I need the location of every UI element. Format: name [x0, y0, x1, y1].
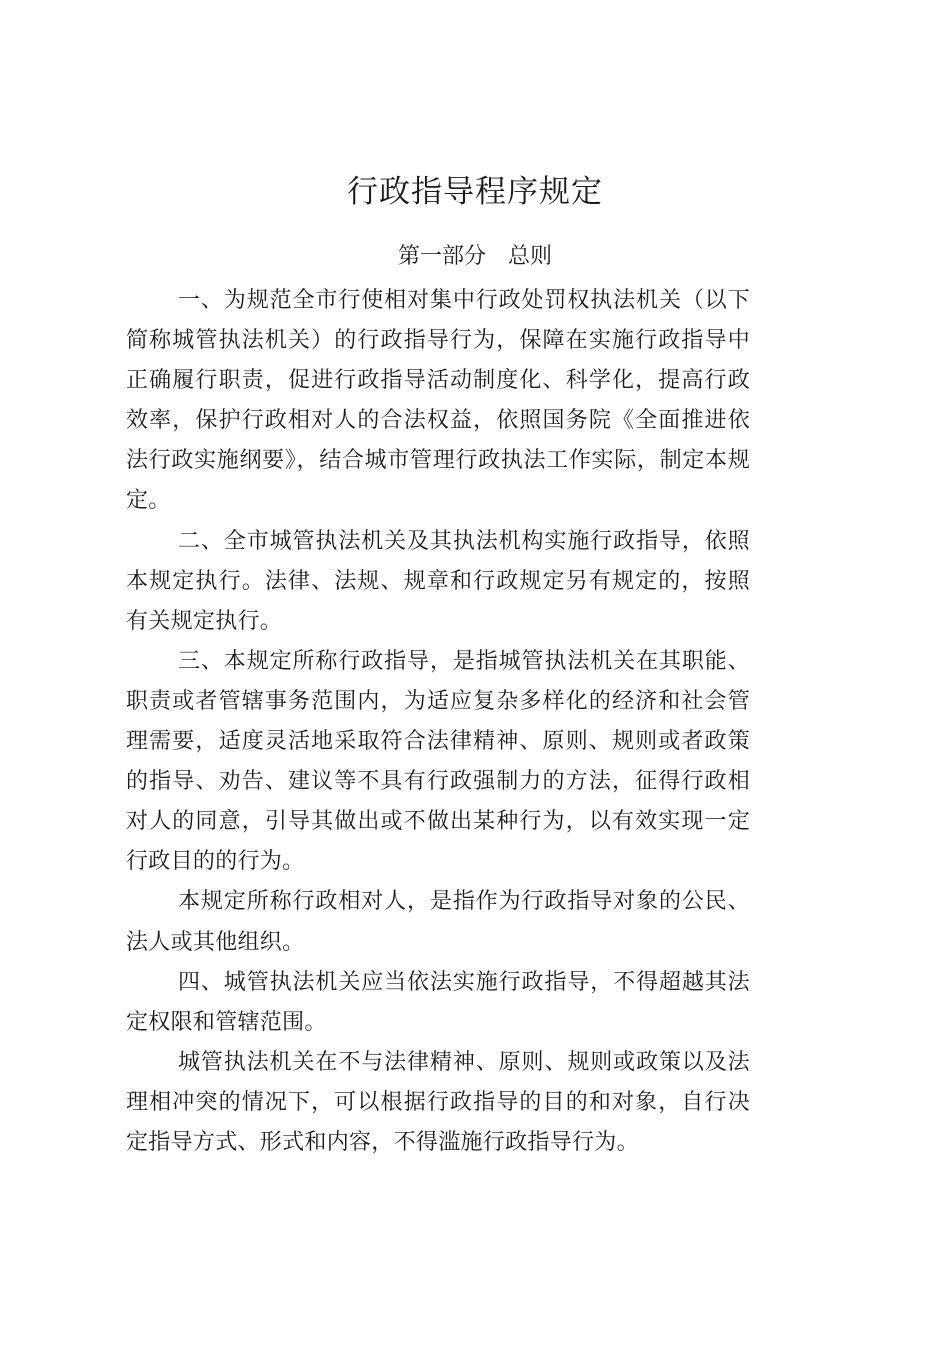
paragraph-3: 三、本规定所称行政指导，是指城管执法机关在其职能、职责或者管辖事务范围内，为适应复杂多样化的经济和社会管理需要，适度灵活地采取符合法律精神、原则、规则或者政策的指导、劝告、建议等不具有行政强制力的方法，征得行政相对人的同意，引导其做出或不做出某种行为，以有效实现一定行政目的的行为。	[126, 648, 750, 875]
paragraph-6: 城管执法机关在不与法律精神、原则、规则或政策以及法理相冲突的情况下，可以根据行政指导的目的和对象，自行决定指导方式、形式和内容，不得滥施行政指导行为。	[126, 1049, 750, 1155]
document-body	[126, 281, 750, 1163]
paragraph-5: 四、城管执法机关应当依法实施行政指导，不得超越其法定权限和管辖范围。	[126, 969, 750, 1035]
section-part: 第一部分	[397, 244, 486, 269]
paragraph-2: 二、全市城管执法机关及其执法机构实施行政指导，依照本规定执行。法律、法规、规章和行政规定另有规定的，按照有关规定执行。	[126, 528, 750, 634]
paragraph-4: 本规定所称行政相对人，是指作为行政指导对象的公民、法人或其他组织。	[126, 889, 750, 955]
section-heading	[0, 240, 950, 274]
paragraph-1: 一、为规范全市行使相对集中行政处罚权执法机关（以下简称城管执法机关）的行政指导行为，保障在实施行政指导中正确履行职责，促进行政指导活动制度化、科学化，提高行政效率，保护行政相对人的合法权益，依照国务院《全面推进依法行政实施纲要》，结合城市管理行政执法工作实际，制定本规定。	[126, 288, 750, 514]
document-title: 行政指导程序规定	[347, 174, 603, 210]
section-name: 总则	[508, 244, 553, 269]
